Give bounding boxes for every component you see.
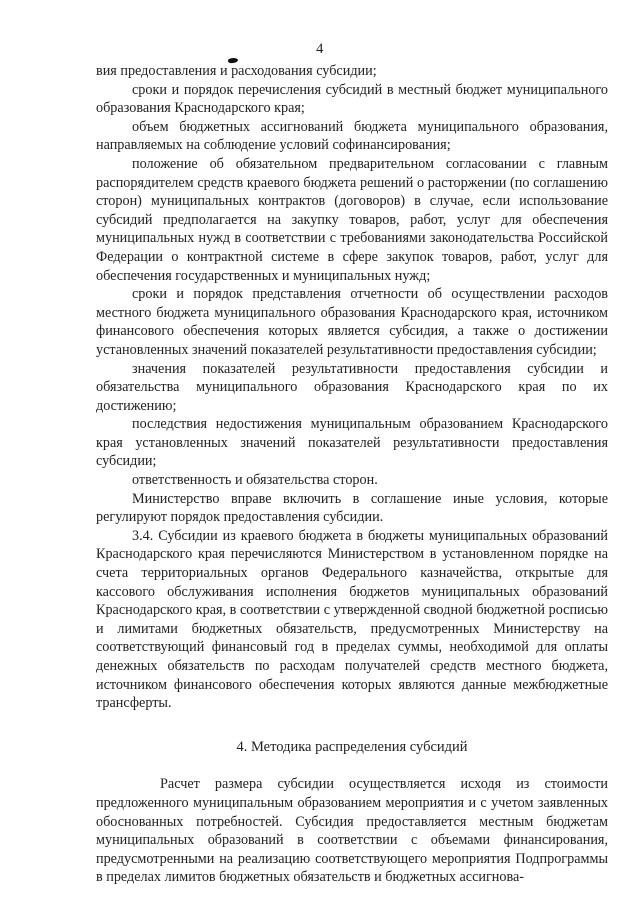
paragraph-reporting-terms: сроки и порядок представления отчетности об осуществлении расходов местного бюджета муниципального образования Краснодарского края, источником финансового обеспечения которых является субсидия, а также о достижении установленных значений показателей результативности предоставления субсидии;: [96, 286, 608, 358]
document-body: [96, 62, 608, 887]
paragraph-performance-indicators: значения показателей результативности предоставления субсидии и обязательства муниципального образования Краснодарского края по их достижению;: [96, 360, 608, 414]
paragraph-continuation: вия предоставления и расходования субсидии;: [96, 63, 377, 79]
paragraph-non-achievement: последствия недостижения муниципальным образованием Краснодарского края установленных значений показателей результативности предоставления субсидии;: [96, 416, 608, 470]
paragraph-contract-approval: положение об обязательном предварительном согласовании с главным распорядителем средств краевого бюджета решений о расторжении (по соглашению сторон) муниципальных контрактов (договоров) в случае, если использование субсидий предполагается на закупку товаров, работ, услуг для обеспечения муниципальных нужд в соответствии с требованиями законодательства Российской Федерации о контрактной системе в сфере закупок товаров, работ, услуг для обеспечения государственных и муниципальных нужд;: [96, 155, 608, 284]
paragraph-responsibility: ответственность и обязательства сторон.: [132, 472, 378, 489]
paragraph-transfer-terms: сроки и порядок перечисления субсидий в местный бюджет муниципального образования Краснодарского края;: [96, 81, 608, 117]
page-number: 4: [316, 41, 324, 57]
paragraph-methodology: Расчет размера субсидии осуществляется исходя из стоимости предложенного муниципальным образованием мероприятия и с учетом заявленных обоснованных потребностей. Субсидия предоставляется местным бюджетам муниципальных образований в соответствии с объемами финансирования, предусмотренными на реализацию соответствующего мероприятия Подпрограммы в пределах лимитов бюджетных обязательств и бюджетных ассигнова-: [96, 776, 608, 886]
section-heading-4: 4. Методика распределения субсидий: [236, 738, 468, 755]
paragraph-clause-3-4: 3.4. Субсидии из краевого бюджета в бюджеты муниципальных образований Краснодарского края перечисляются Министерством в установленном порядке на счета территориальных органов Федерального казначейства, открытые для кассового обслуживания исполнения бюджетов муниципальных образований Краснодарского края, в соответствии с утвержденной сводной бюджетной росписью и лимитами бюджетных обязательств, предусмотренных Министерству на соответствующий финансовый год в пределах суммы, необходимой для оплаты денежных обязательств по расходам получателей средств местного бюджета, источником финансового обеспечения которых являются данные межбюджетные трансферты.: [96, 527, 608, 712]
paragraph-allocation-volume: объем бюджетных ассигнований бюджета муниципального образования, направляемых на соблюдение условий софинансирования;: [96, 118, 608, 154]
paragraph-additional-conditions: Министерство вправе включить в соглашение иные условия, которые регулируют порядок предоставления субсидии.: [96, 490, 608, 526]
